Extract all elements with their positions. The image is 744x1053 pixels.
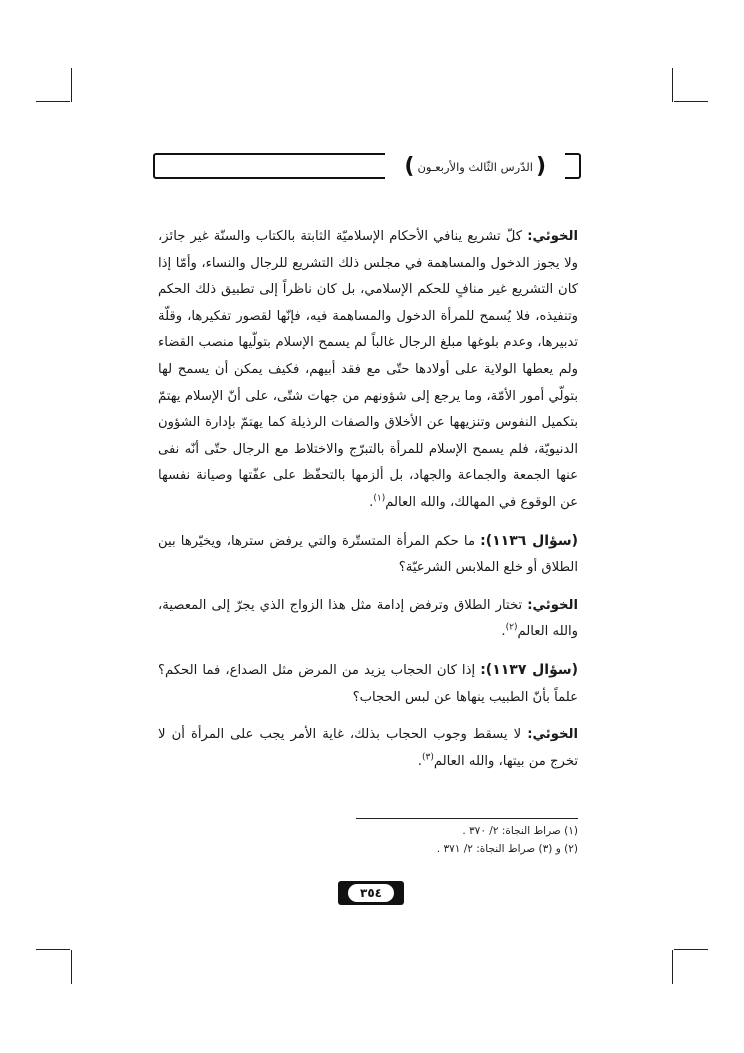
crop-mark — [674, 949, 708, 950]
paragraph-text: ما حكم المرأة المتستّرة والتي يرفض سترها، ويخيّرها بين الطلاق أو خلع الملابس الشرعيّة؟ — [158, 533, 578, 576]
footnote-ref: (٢) — [505, 622, 518, 633]
paragraph-text: إذا كان الحجاب يزيد من المرض مثل الصداع، فما الحكم؟ علماً بأنّ الطبيب ينهاها عن لبس الحجاب؟ — [158, 662, 578, 705]
crop-mark — [672, 68, 673, 102]
paragraph — [158, 224, 578, 517]
paragraph — [158, 657, 578, 711]
crop-mark — [71, 68, 72, 102]
paragraph-text: كلّ تشريع ينافي الأحكام الإسلاميّة الثابتة بالكتاب والسنّة غير جائز، ولا يجوز الدخول والمساهمة في مجلس ذلك التشريع للرجال والنساء، وأمّا إذا كان التشريع غير منافٍ للحكم الإسلامي، بل كان ناظراً إلى تطبيق ذلك الحكم وتنفيذه، فلا يُسمح للمرأة الدخول والمساهمة فيه، فإنّها لقصور تفكيرها، وقلّة تدبيرها، وعدم بلوغها مبلغ الرجال غالباً لم يسمح الإسلام بتولّيها منصب القضاء ولم يعطها الولاية على أولادها حتّى مع فقد أبيهم، فكيف يمكن أن يسمح لها بتولّي أمور الأمّة، وما يرجع إلى شؤونهم من جهات شتّى، على أنّ الإسلام يهتمّ بتكميل النفوس وتنزيهها عن الأخلاق والصفات الرذيلة كما يهتمّ بإدارة الشؤون الدنيويّة، فلم يسمح الإسلام للمرأة بالتبرّج والاختلاط مع الرجال حتّى أنّه نفى عنها الجمعة والجماعة والجهاد، بل ألزمها بالتحفّظ على عفّتها وصيانة نفسها عن الوقوع في المهالك، والله العالم — [158, 229, 578, 510]
question-lead: (سؤال ١١٣٧): — [480, 661, 579, 678]
running-header-bar — [153, 153, 581, 179]
running-header-title: الدّرس الثّالث والأربعـون — [417, 160, 533, 174]
footnote: (٢) و (٣) صراط النجاة: ٢/ ٣٧١ . — [436, 843, 578, 855]
ornament-paren-icon: ) — [404, 154, 415, 179]
crop-mark — [36, 949, 70, 950]
question-lead: (سؤال ١١٣٦): — [480, 532, 578, 549]
running-header — [385, 152, 565, 182]
page-number: ٣٥٤ — [348, 884, 394, 902]
crop-mark — [71, 950, 72, 984]
crop-mark — [672, 950, 673, 984]
crop-mark — [674, 101, 708, 102]
ornament-paren-icon: ( — [535, 154, 546, 179]
paragraph — [158, 722, 578, 775]
paragraph — [158, 528, 578, 582]
paragraph-tail: . — [417, 753, 422, 769]
paragraph-tail: . — [369, 494, 374, 510]
paragraph-text: لا يسقط وجوب الحجاب بذلك، غاية الأمر يجب على المرأة أن لا تخرج من بيتها، والله العالم — [158, 727, 578, 769]
paragraph-lead: الخوئي: — [527, 597, 578, 613]
paragraph-lead: الخوئي: — [527, 727, 578, 743]
crop-mark — [36, 101, 70, 102]
footnote-divider — [356, 818, 578, 819]
page-body — [158, 224, 578, 786]
paragraph — [158, 593, 578, 646]
footnotes — [300, 822, 578, 858]
footnote-ref: (١) — [373, 493, 386, 504]
page-number-frame — [338, 881, 404, 905]
paragraph-text: تختار الطلاق وترفض إدامة مثل هذا الزواج الذي يجرّ إلى المعصية، والله العالم — [158, 597, 578, 640]
paragraph-tail: . — [501, 624, 506, 640]
paragraph-lead: الخوئي: — [527, 229, 578, 244]
footnote: (١) صراط النجاة: ٢/ ٣٧٠ . — [462, 825, 578, 837]
footnote-ref: (٣) — [421, 752, 434, 763]
